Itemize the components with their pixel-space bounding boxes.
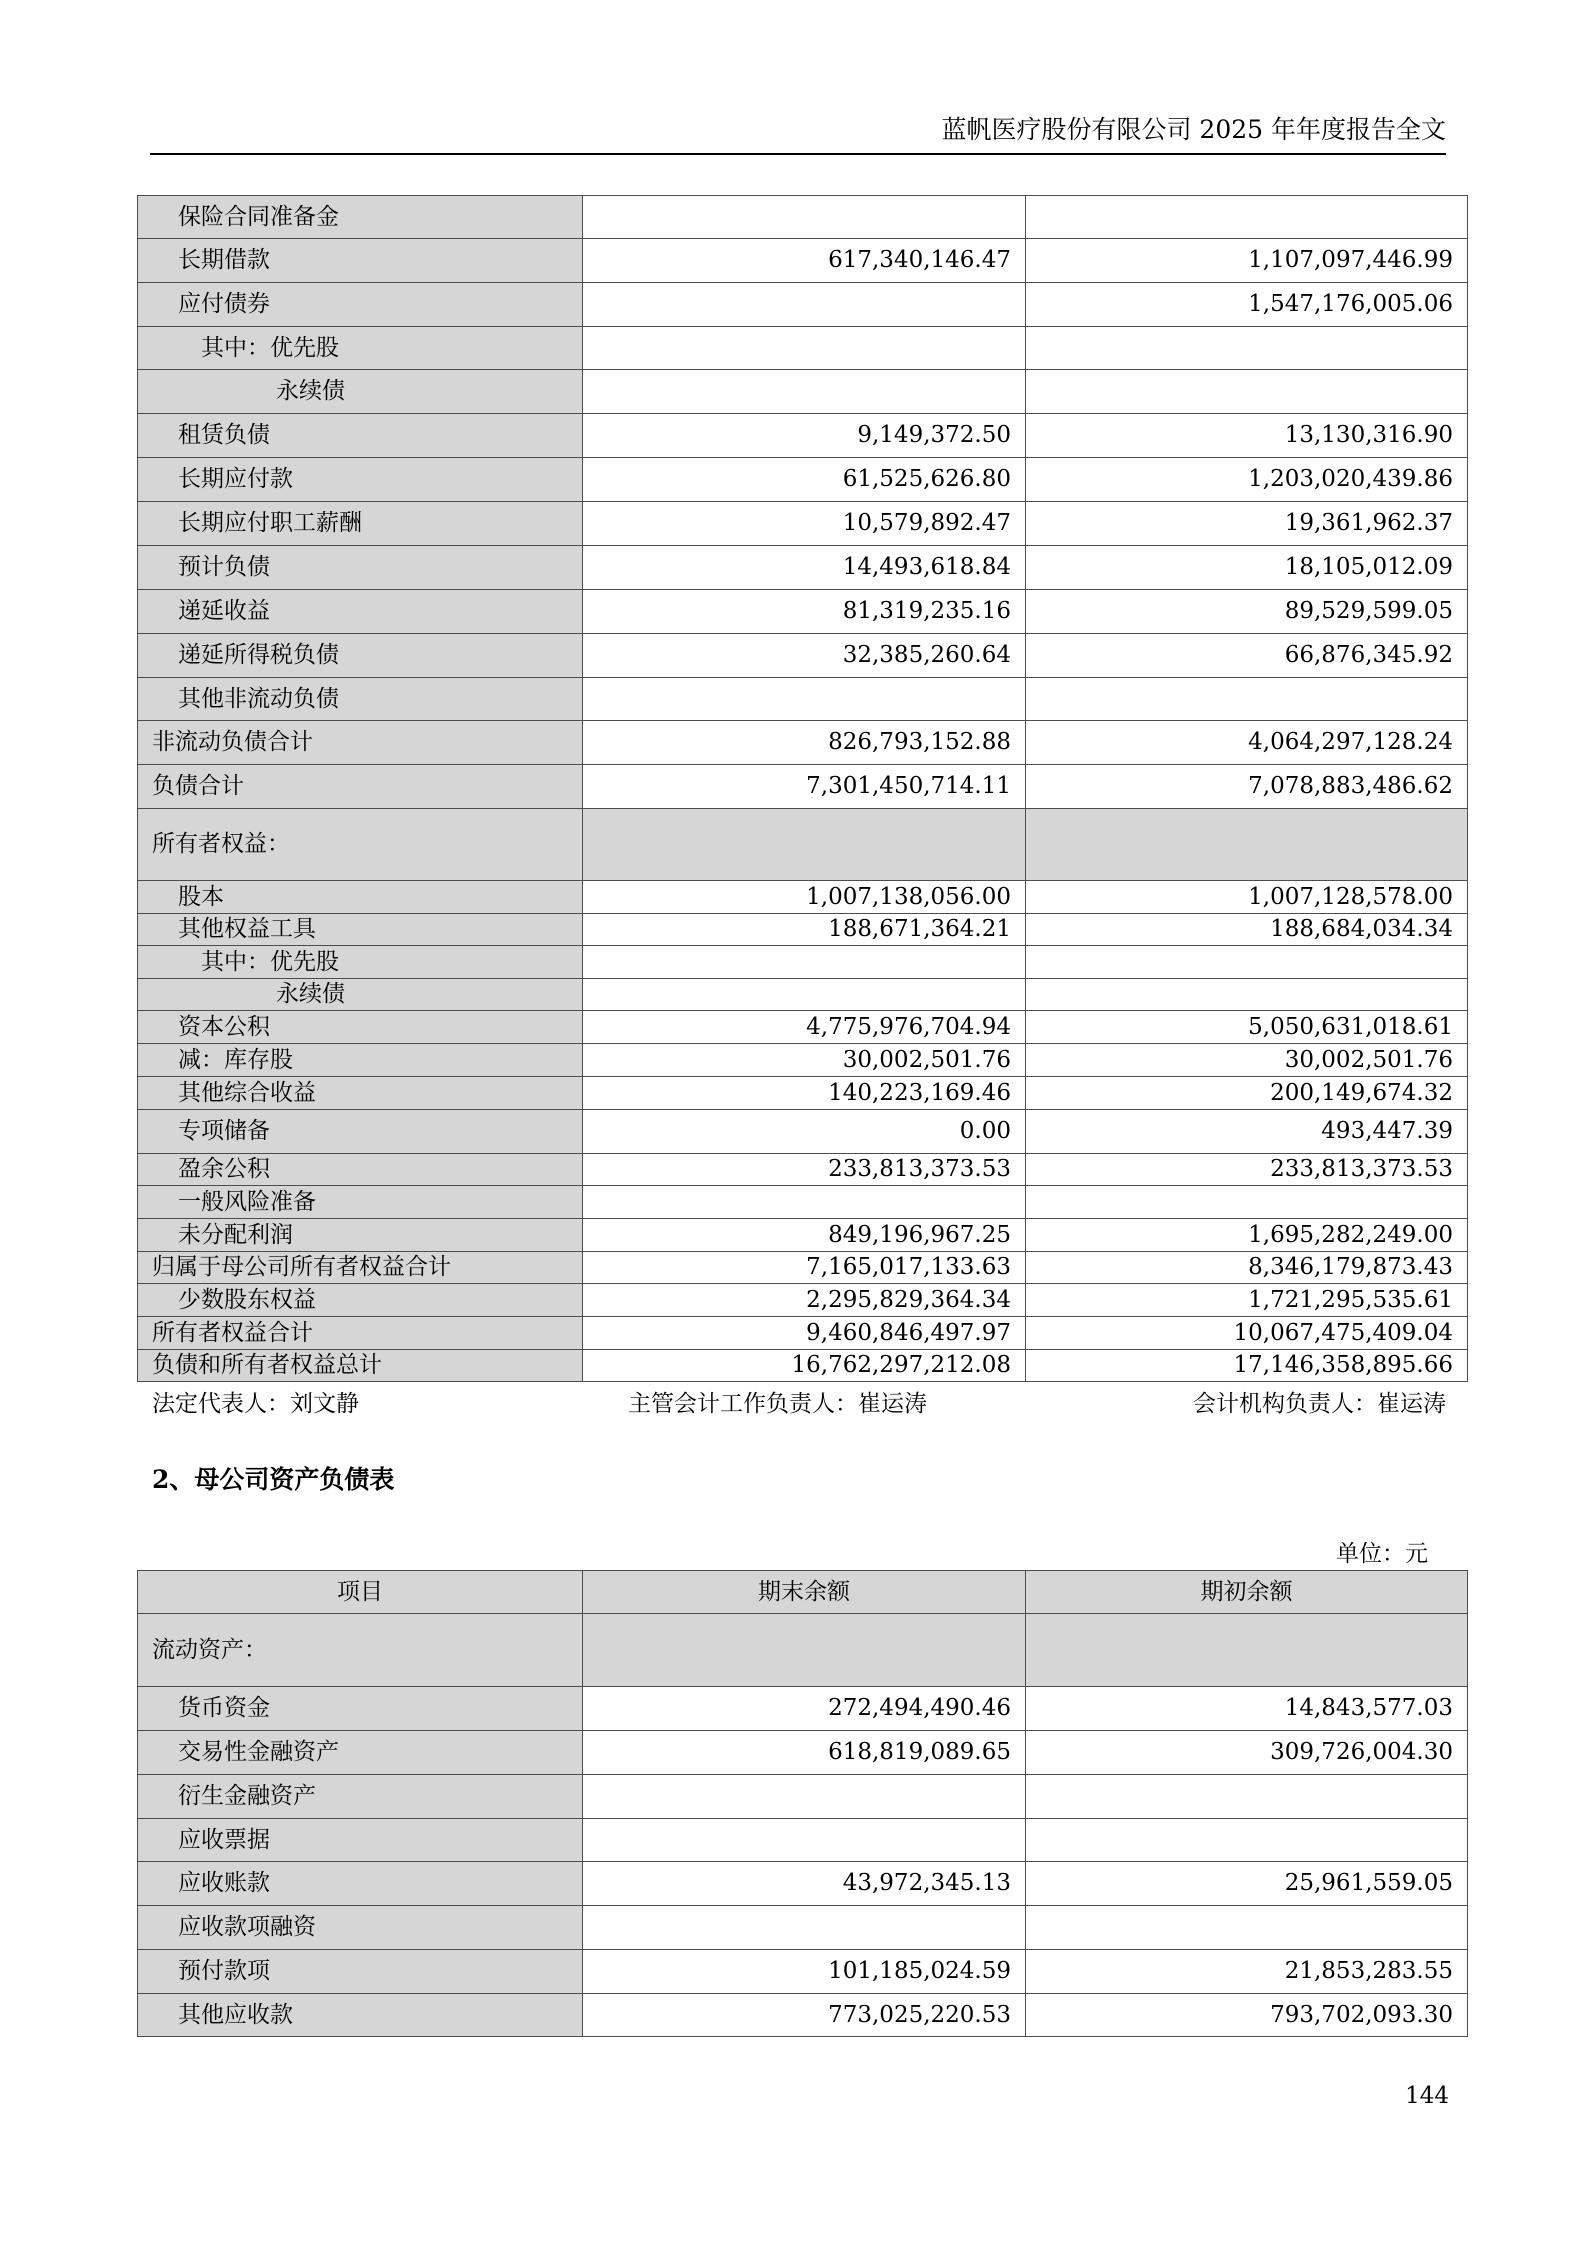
end-balance-cell: 618,819,089.65 xyxy=(583,1731,1026,1775)
row-label: 归属于母公司所有者权益合计 xyxy=(138,1252,583,1284)
begin-balance-cell: 66,876,345.92 xyxy=(1026,634,1468,678)
begin-balance-cell xyxy=(1026,370,1468,414)
begin-balance-cell: 1,007,128,578.00 xyxy=(1026,881,1468,914)
begin-balance-cell xyxy=(1026,1775,1468,1819)
table-row xyxy=(138,1011,1468,1044)
table-row xyxy=(138,979,1468,1011)
table-row xyxy=(138,881,1468,914)
column-header-item: 项目 xyxy=(138,1571,583,1614)
begin-balance-cell xyxy=(1026,809,1468,881)
end-balance-cell: 30,002,501.76 xyxy=(583,1044,1026,1077)
end-balance-cell: 272,494,490.46 xyxy=(583,1687,1026,1731)
table-row xyxy=(138,721,1468,765)
section-header-row xyxy=(138,1614,1468,1687)
row-label: 递延所得税负债 xyxy=(138,634,583,678)
page-number: 144 xyxy=(1405,2083,1449,2109)
table-row xyxy=(138,283,1468,327)
end-balance-cell: 16,762,297,212.08 xyxy=(583,1350,1026,1382)
row-label: 长期借款 xyxy=(138,239,583,283)
begin-balance-cell: 493,447.39 xyxy=(1026,1110,1468,1154)
row-label: 一般风险准备 xyxy=(138,1186,583,1219)
table-header-row xyxy=(138,1571,1468,1614)
end-balance-cell xyxy=(583,1614,1026,1687)
row-label: 资本公积 xyxy=(138,1011,583,1044)
end-balance-cell: 1,007,138,056.00 xyxy=(583,881,1026,914)
row-label: 保险合同准备金 xyxy=(138,196,583,239)
row-label: 预计负债 xyxy=(138,546,583,590)
end-balance-cell: 0.00 xyxy=(583,1110,1026,1154)
report-header-title: 蓝帆医疗股份有限公司 2025 年年度报告全文 xyxy=(941,115,1446,144)
begin-balance-cell: 30,002,501.76 xyxy=(1026,1044,1468,1077)
column-header-end-balance: 期末余额 xyxy=(583,1571,1026,1614)
row-label: 未分配利润 xyxy=(138,1219,583,1252)
row-label: 减：库存股 xyxy=(138,1044,583,1077)
row-label: 长期应付职工薪酬 xyxy=(138,502,583,546)
end-balance-cell xyxy=(583,809,1026,881)
end-balance-cell: 81,319,235.16 xyxy=(583,590,1026,634)
end-balance-cell: 7,165,017,133.63 xyxy=(583,1252,1026,1284)
section-header-row xyxy=(138,809,1468,881)
row-label: 负债合计 xyxy=(138,765,583,809)
begin-balance-cell xyxy=(1026,946,1468,979)
table-row xyxy=(138,1044,1468,1077)
row-label: 所有者权益合计 xyxy=(138,1317,583,1350)
row-label: 交易性金融资产 xyxy=(138,1731,583,1775)
begin-balance-cell xyxy=(1026,1906,1468,1950)
table-row xyxy=(138,1775,1468,1819)
end-balance-cell: 7,301,450,714.11 xyxy=(583,765,1026,809)
begin-balance-cell: 10,067,475,409.04 xyxy=(1026,1317,1468,1350)
begin-balance-cell xyxy=(1026,678,1468,721)
end-balance-cell: 43,972,345.13 xyxy=(583,1862,1026,1906)
row-label: 其中：优先股 xyxy=(138,327,583,370)
end-balance-cell xyxy=(583,370,1026,414)
begin-balance-cell: 1,547,176,005.06 xyxy=(1026,283,1468,327)
end-balance-cell xyxy=(583,196,1026,239)
end-balance-cell: 233,813,373.53 xyxy=(583,1154,1026,1186)
table-row xyxy=(138,1110,1468,1154)
begin-balance-cell: 8,346,179,873.43 xyxy=(1026,1252,1468,1284)
accounting-head-signature: 主管会计工作负责人：崔运涛 xyxy=(628,1391,927,1417)
end-balance-cell: 101,185,024.59 xyxy=(583,1950,1026,1994)
row-label: 其他应收款 xyxy=(138,1994,583,2037)
table-row xyxy=(138,1906,1468,1950)
parent-company-balance-sheet-table xyxy=(137,1570,1468,2037)
header-rule xyxy=(150,153,1446,155)
row-label: 其他权益工具 xyxy=(138,914,583,946)
table-row xyxy=(138,1317,1468,1350)
begin-balance-cell: 793,702,093.30 xyxy=(1026,1994,1468,2037)
table-row xyxy=(138,546,1468,590)
table-row xyxy=(138,1154,1468,1186)
accounting-dept-head-signature: 会计机构负责人：崔运涛 xyxy=(1193,1391,1446,1417)
table-row xyxy=(138,914,1468,946)
row-label: 其他综合收益 xyxy=(138,1077,583,1110)
row-label: 专项储备 xyxy=(138,1110,583,1154)
begin-balance-cell: 188,684,034.34 xyxy=(1026,914,1468,946)
row-label: 其中：优先股 xyxy=(138,946,583,979)
row-label: 少数股东权益 xyxy=(138,1284,583,1317)
end-balance-cell: 849,196,967.25 xyxy=(583,1219,1026,1252)
begin-balance-cell xyxy=(1026,1186,1468,1219)
row-label: 应付债券 xyxy=(138,283,583,327)
end-balance-cell: 9,460,846,497.97 xyxy=(583,1317,1026,1350)
end-balance-cell: 140,223,169.46 xyxy=(583,1077,1026,1110)
row-label: 股本 xyxy=(138,881,583,914)
row-label: 递延收益 xyxy=(138,590,583,634)
begin-balance-cell: 200,149,674.32 xyxy=(1026,1077,1468,1110)
table-row xyxy=(138,678,1468,721)
end-balance-cell xyxy=(583,979,1026,1011)
begin-balance-cell: 5,050,631,018.61 xyxy=(1026,1011,1468,1044)
begin-balance-cell: 18,105,012.09 xyxy=(1026,546,1468,590)
begin-balance-cell: 7,078,883,486.62 xyxy=(1026,765,1468,809)
end-balance-cell: 4,775,976,704.94 xyxy=(583,1011,1026,1044)
end-balance-cell: 61,525,626.80 xyxy=(583,458,1026,502)
column-header-begin-balance: 期初余额 xyxy=(1026,1571,1468,1614)
row-label: 预付款项 xyxy=(138,1950,583,1994)
row-label: 租赁负债 xyxy=(138,414,583,458)
begin-balance-cell: 4,064,297,128.24 xyxy=(1026,721,1468,765)
table-row xyxy=(138,1284,1468,1317)
end-balance-cell xyxy=(583,1906,1026,1950)
begin-balance-cell: 21,853,283.55 xyxy=(1026,1950,1468,1994)
begin-balance-cell xyxy=(1026,196,1468,239)
table-row xyxy=(138,502,1468,546)
row-label: 盈余公积 xyxy=(138,1154,583,1186)
begin-balance-cell: 17,146,358,895.66 xyxy=(1026,1350,1468,1382)
currency-unit-label: 单位：元 xyxy=(1336,1541,1428,1567)
table-row xyxy=(138,327,1468,370)
begin-balance-cell xyxy=(1026,979,1468,1011)
end-balance-cell xyxy=(583,327,1026,370)
end-balance-cell: 2,295,829,364.34 xyxy=(583,1284,1026,1317)
table-row xyxy=(138,239,1468,283)
begin-balance-cell: 14,843,577.03 xyxy=(1026,1687,1468,1731)
table-row xyxy=(138,458,1468,502)
consolidated-balance-sheet-table xyxy=(137,195,1468,1382)
table-row xyxy=(138,414,1468,458)
end-balance-cell xyxy=(583,678,1026,721)
row-label: 应收款项融资 xyxy=(138,1906,583,1950)
table-row xyxy=(138,1819,1468,1862)
table-row xyxy=(138,1186,1468,1219)
begin-balance-cell: 233,813,373.53 xyxy=(1026,1154,1468,1186)
end-balance-cell: 188,671,364.21 xyxy=(583,914,1026,946)
begin-balance-cell: 1,203,020,439.86 xyxy=(1026,458,1468,502)
begin-balance-cell: 89,529,599.05 xyxy=(1026,590,1468,634)
end-balance-cell xyxy=(583,946,1026,979)
table-row xyxy=(138,1077,1468,1110)
row-label: 永续债 xyxy=(138,979,583,1011)
row-label: 货币资金 xyxy=(138,1687,583,1731)
table-row xyxy=(138,1219,1468,1252)
end-balance-cell: 773,025,220.53 xyxy=(583,1994,1026,2037)
table-row xyxy=(138,634,1468,678)
row-label: 所有者权益： xyxy=(138,809,583,881)
end-balance-cell: 10,579,892.47 xyxy=(583,502,1026,546)
table-row xyxy=(138,1950,1468,1994)
begin-balance-cell xyxy=(1026,1614,1468,1687)
end-balance-cell: 14,493,618.84 xyxy=(583,546,1026,590)
end-balance-cell: 826,793,152.88 xyxy=(583,721,1026,765)
table-row xyxy=(138,1687,1468,1731)
end-balance-cell xyxy=(583,1186,1026,1219)
table-row xyxy=(138,765,1468,809)
begin-balance-cell: 19,361,962.37 xyxy=(1026,502,1468,546)
row-label: 衍生金融资产 xyxy=(138,1775,583,1819)
end-balance-cell xyxy=(583,1819,1026,1862)
begin-balance-cell xyxy=(1026,327,1468,370)
begin-balance-cell: 13,130,316.90 xyxy=(1026,414,1468,458)
table-row xyxy=(138,1252,1468,1284)
row-label: 长期应付款 xyxy=(138,458,583,502)
end-balance-cell: 617,340,146.47 xyxy=(583,239,1026,283)
table-row xyxy=(138,1862,1468,1906)
end-balance-cell xyxy=(583,283,1026,327)
table-row xyxy=(138,196,1468,239)
begin-balance-cell xyxy=(1026,1819,1468,1862)
begin-balance-cell: 1,695,282,249.00 xyxy=(1026,1219,1468,1252)
row-label: 非流动负债合计 xyxy=(138,721,583,765)
end-balance-cell: 32,385,260.64 xyxy=(583,634,1026,678)
row-label: 其他非流动负债 xyxy=(138,678,583,721)
begin-balance-cell: 25,961,559.05 xyxy=(1026,1862,1468,1906)
row-label: 永续债 xyxy=(138,370,583,414)
table-row xyxy=(138,1350,1468,1382)
section-title: 2、母公司资产负债表 xyxy=(152,1465,395,1494)
begin-balance-cell: 1,721,295,535.61 xyxy=(1026,1284,1468,1317)
begin-balance-cell: 1,107,097,446.99 xyxy=(1026,239,1468,283)
row-label: 流动资产： xyxy=(138,1614,583,1687)
begin-balance-cell: 309,726,004.30 xyxy=(1026,1731,1468,1775)
row-label: 应收票据 xyxy=(138,1819,583,1862)
table-row xyxy=(138,370,1468,414)
row-label: 负债和所有者权益总计 xyxy=(138,1350,583,1382)
table-row xyxy=(138,590,1468,634)
end-balance-cell xyxy=(583,1775,1026,1819)
legal-representative-signature: 法定代表人：刘文静 xyxy=(152,1391,359,1417)
end-balance-cell: 9,149,372.50 xyxy=(583,414,1026,458)
table-row xyxy=(138,1994,1468,2037)
row-label: 应收账款 xyxy=(138,1862,583,1906)
table-row xyxy=(138,1731,1468,1775)
table-row xyxy=(138,946,1468,979)
